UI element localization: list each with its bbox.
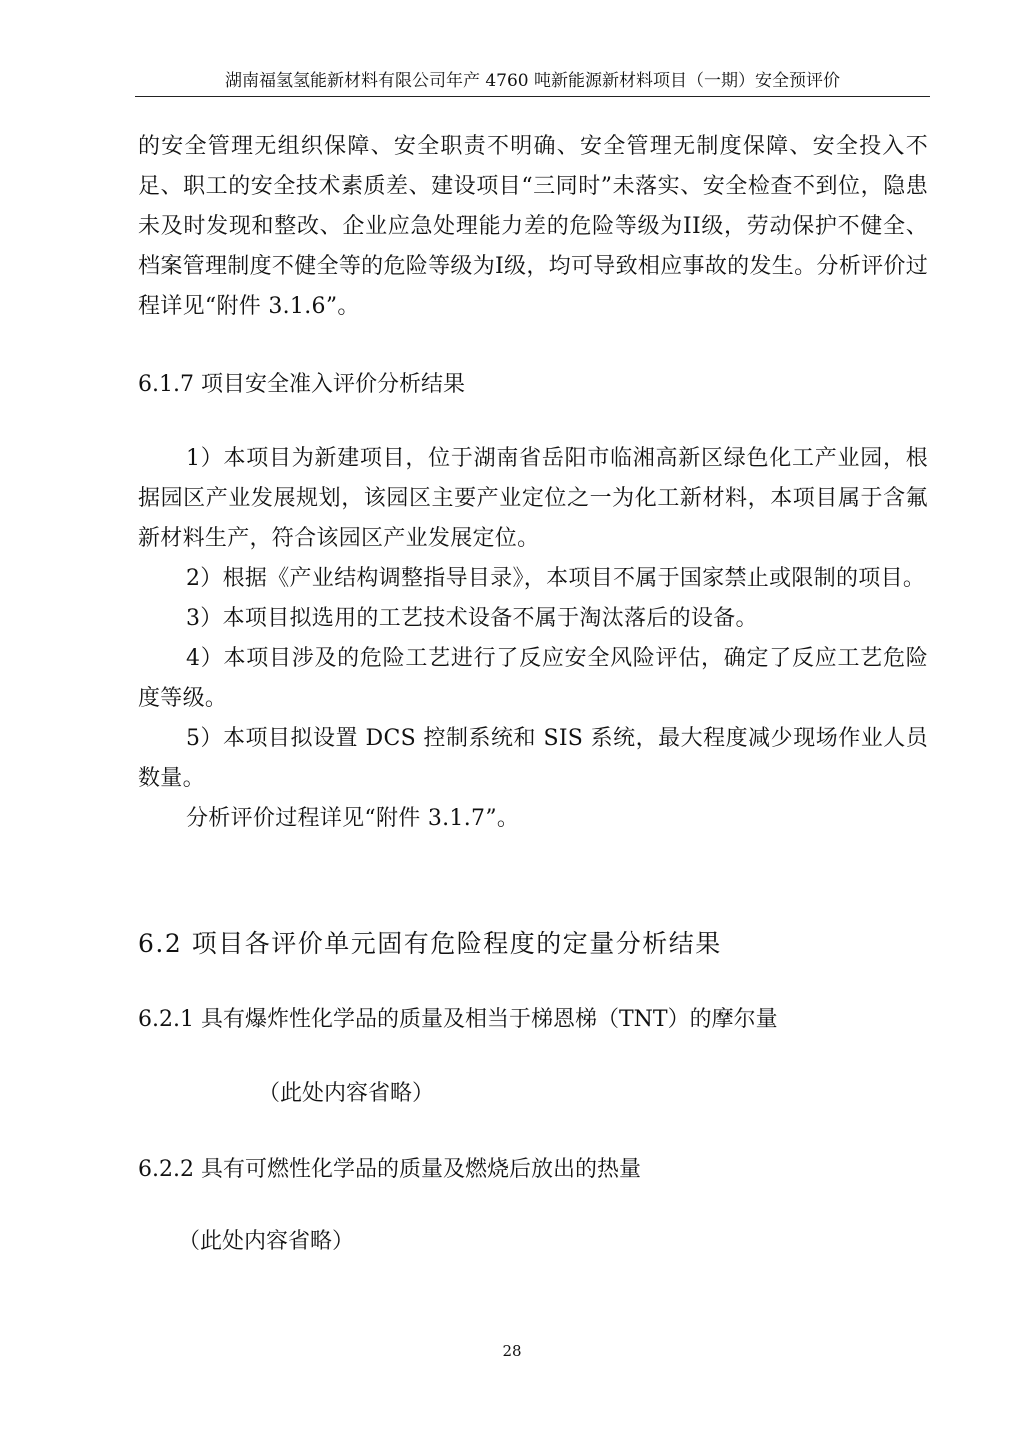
- section-6-2-2-heading-block: [138, 1150, 928, 1190]
- header-divider: [135, 96, 930, 97]
- list-item: 4）本项目涉及的危险工艺进行了反应安全风险评估，确定了反应工艺危险度等级。: [138, 646, 928, 711]
- section-6-2-2-content-block: [178, 1222, 678, 1262]
- section-6-1-7-closing: 分析评价过程详见“附件 3.1.7”。: [186, 806, 520, 831]
- list-item: 2）根据《产业结构调整指导目录》，本项目不属于国家禁止或限制的项目。: [186, 566, 926, 591]
- section-6-2-2-heading: 6.2.2 具有可燃性化学品的质量及燃烧后放出的热量: [138, 1157, 641, 1182]
- section-6-2-1-heading: 6.2.1 具有爆炸性化学品的质量及相当于梯恩梯（TNT）的摩尔量: [138, 1007, 778, 1032]
- section-6-2-1-content-block: [258, 1074, 758, 1114]
- section-6-2-1-omitted: （此处内容省略）: [258, 1081, 435, 1106]
- intro-block: [138, 127, 928, 327]
- section-6-2-heading-block: [138, 924, 928, 964]
- section-6-2-1-heading-block: [138, 1000, 928, 1040]
- list-item: 5）本项目拟设置 DCS 控制系统和 SIS 系统，最大程度减少现场作业人员数量。: [138, 726, 928, 791]
- running-header: 湖南福氢氢能新材料有限公司年产 4760 吨新能源新材料项目（一期）安全预评价: [224, 71, 841, 91]
- list-item: 3）本项目拟选用的工艺技术设备不属于淘汰落后的设备。: [186, 606, 758, 631]
- page-number: 28: [502, 1342, 522, 1360]
- section-6-2-heading: 6.2 项目各评价单元固有危险程度的定量分析结果: [138, 929, 722, 958]
- section-6-2-2-omitted: （此处内容省略）: [178, 1229, 355, 1254]
- section-6-1-7-body: [138, 439, 928, 839]
- section-6-1-7-heading-block: [138, 365, 928, 405]
- section-6-1-7-heading: 6.1.7 项目安全准入评价分析结果: [138, 372, 465, 397]
- list-item: 1）本项目为新建项目，位于湖南省岳阳市临湘高新区绿色化工产业园，根据园区产业发展规划，该园区主要产业定位之一为化工新材料，本项目属于含氟新材料生产，符合该园区产业发展定位。: [138, 446, 928, 551]
- intro-paragraph: 的安全管理无组织保障、安全职责不明确、安全管理无制度保障、安全投入不足、职工的安全技术素质差、建设项目“三同时”未落实、安全检查不到位，隐患未及时发现和整改、企业应急处理能力差的危险等级为II级，劳动保护不健全、档案管理制度不健全等的危险等级为I级，均可导致相应事故的发生。分析评价过程详见“附件 3.1.6”。: [138, 134, 928, 319]
